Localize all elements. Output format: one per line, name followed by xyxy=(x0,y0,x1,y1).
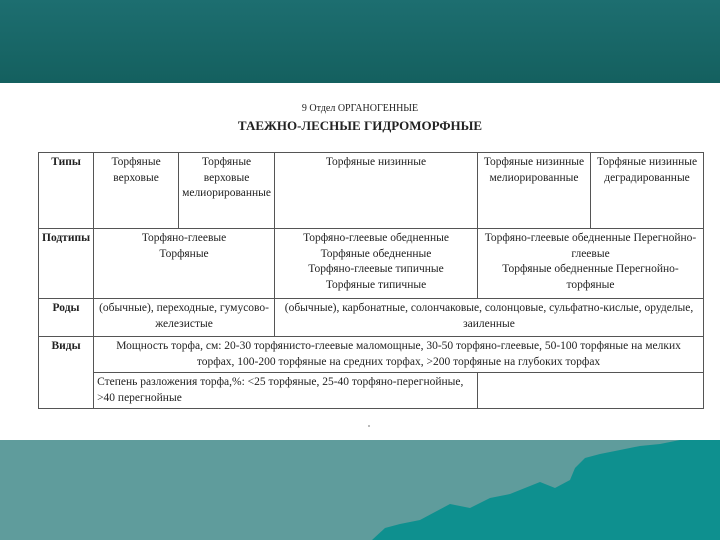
footer-band xyxy=(0,440,720,540)
table-cell: Торфяные низинные xyxy=(275,153,478,229)
table-cell: Торфяные верховые xyxy=(94,153,179,229)
subtype: Торфяно-глеевые обедненные xyxy=(303,232,449,244)
table-cell: Торфяные верховые мелиорированные xyxy=(179,153,275,229)
subtype: Торфяные типичные xyxy=(325,278,427,291)
row-label: Типы xyxy=(39,153,94,229)
row-label: Подтипы xyxy=(39,229,94,299)
table-cell-empty xyxy=(478,373,704,409)
subtype: Торфяные обедненные Перегнойно-торфяные xyxy=(502,263,679,291)
row-label: Роды xyxy=(39,299,94,337)
title-line-2: ТАЕЖНО-ЛЕСНЫЕ ГИДРОМОРФНЫЕ xyxy=(237,118,483,133)
table-row-species xyxy=(39,337,704,373)
mountain-decoration xyxy=(0,440,720,540)
table-cell xyxy=(94,229,275,299)
row-label: Виды xyxy=(39,337,94,409)
table-row-types xyxy=(39,153,704,229)
header-band xyxy=(0,0,720,83)
table-cell: Торфяные низинные деградированные xyxy=(591,153,704,229)
title-line-1: 9 Отдел ОРГАНОГЕННЫЕ xyxy=(301,103,419,114)
table-row-genera xyxy=(39,299,704,337)
table-cell xyxy=(478,229,704,299)
subtype: Торфяные xyxy=(159,247,209,260)
subtype: Торфяно-глеевые типичные xyxy=(308,263,444,276)
table-cell: Мощность торфа, см: 20-30 торфянисто-глеевые маломощные, 30-50 торфяно-глеевые, 50-100 торфяные на мелких торфах, 100-200 торфяные на средних торфах, >200 торфяные на глубоких торфах xyxy=(94,337,704,373)
table-row-subtypes xyxy=(39,229,704,299)
table-cell xyxy=(275,229,478,299)
soil-classification-table xyxy=(38,152,704,409)
table-cell: Степень разложения торфа,%: <25 торфяные, 25-40 торфяно-перегнойные, >40 перегнойные xyxy=(94,373,478,409)
scan-speck xyxy=(368,425,370,427)
subtype: Торфяные обедненные xyxy=(320,247,432,260)
table-cell: (обычные), карбонатные, солончаковые, солонцовые, сульфатно-кислые, оруделые, заиленные xyxy=(275,299,704,337)
table-row-decomposition xyxy=(39,373,704,409)
table-cell: (обычные), переходные, гумусово-железистые xyxy=(94,299,275,337)
subtype: Торфяно-глеевые xyxy=(141,232,227,244)
table-cell: Торфяные низинные мелиорированные xyxy=(478,153,591,229)
subtype: Торфяно-глеевые обедненные Перегнойно-глеевые xyxy=(484,232,697,260)
